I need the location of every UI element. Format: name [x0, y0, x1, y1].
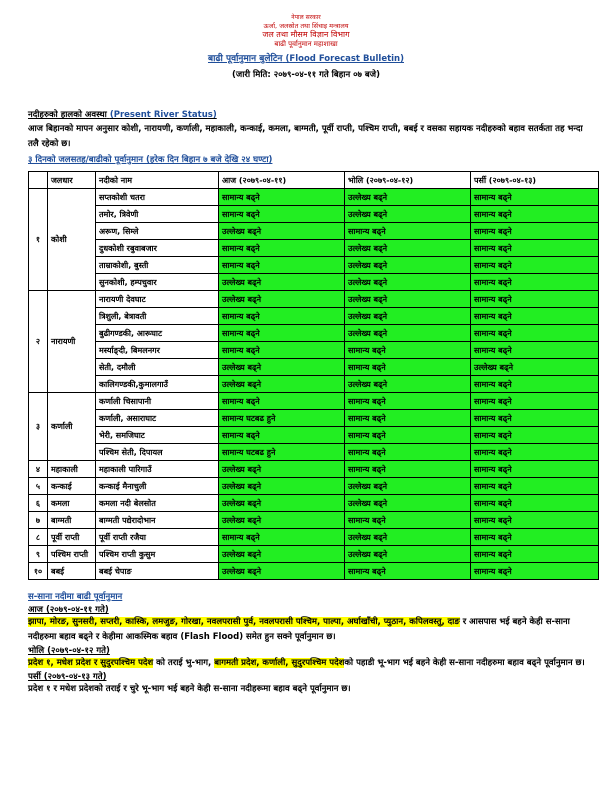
table-row — [29, 393, 599, 410]
small-river-heading: स-साना नदीमा बाढी पूर्वानुमान — [28, 592, 123, 602]
tomorrow-label: भोलि (२०७९-०४-१२ गते) — [28, 646, 110, 656]
table-row — [29, 376, 599, 393]
river-station: दुधकोशी रबुवाबजार — [96, 240, 219, 257]
forecast-dayafter: सामान्य बढ्ने — [471, 376, 599, 393]
basin-name: पश्चिम राप्ती — [48, 546, 96, 563]
forecast-tomorrow: सामान्य बढ्ने — [345, 444, 471, 461]
forecast-dayafter: सामान्य बढ्ने — [471, 223, 599, 240]
forecast-today: सामान्य घटबढ हुने — [219, 444, 345, 461]
header-river: नदीको नाम — [96, 172, 219, 189]
forecast-tomorrow: उल्लेख्य बढ्ने — [345, 291, 471, 308]
basin-name: कर्णाली — [48, 393, 96, 461]
table-row — [29, 308, 599, 325]
table-row — [29, 512, 599, 529]
forecast-dayafter: सामान्य बढ्ने — [471, 206, 599, 223]
dayafter-label: पर्सी (२०७९-०४-१३ गते) — [28, 672, 107, 682]
present-heading-np: नदीहरुको हालको अवस्था — [28, 110, 107, 120]
forecast-today: सामान्य बढ्ने — [219, 393, 345, 410]
forecast-today: सामान्य बढ्ने — [219, 308, 345, 325]
today-districts: झापा, मोरङ, सुनसरी, सप्तरी, कास्कि, लमजुङ, गोरखा, नवलपरासी पुर्व, नवलपरासी पश्चिम, पाल्पा, अर्घाखाँची, प्युठान, कपिलवस्तु, दाङ — [28, 617, 460, 627]
table-row — [29, 291, 599, 308]
forecast-tomorrow: उल्लेख्य बढ्ने — [345, 529, 471, 546]
forecast-today: उल्लेख्य बढ्ने — [219, 478, 345, 495]
forecast-dayafter: सामान्य बढ्ने — [471, 563, 599, 580]
forecast-dayafter: सामान्य बढ्ने — [471, 478, 599, 495]
forecast-table — [28, 171, 599, 580]
basin-number: १० — [29, 563, 48, 580]
forecast-tomorrow: उल्लेख्य बढ्ने — [345, 478, 471, 495]
basin-number: ६ — [29, 495, 48, 512]
forecast-dayafter: सामान्य बढ्ने — [471, 393, 599, 410]
table-row — [29, 563, 599, 580]
ministry-header — [0, 14, 612, 48]
table-row — [29, 461, 599, 478]
forecast-tomorrow: सामान्य बढ्ने — [345, 223, 471, 240]
forecast-today: उल्लेख्य बढ्ने — [219, 223, 345, 240]
forecast-tomorrow: सामान्य बढ्ने — [345, 410, 471, 427]
table-row — [29, 240, 599, 257]
basin-number: २ — [29, 291, 48, 393]
forecast-tomorrow: उल्लेख्य बढ्ने — [345, 189, 471, 206]
header-basin: जलधार — [48, 172, 96, 189]
division-line: बाढी पूर्वानुमान महाशाखा — [274, 39, 338, 48]
forecast-tomorrow: उल्लेख्य बढ्ने — [345, 206, 471, 223]
forecast-dayafter: सामान्य बढ्ने — [471, 342, 599, 359]
forecast-dayafter: सामान्य बढ्ने — [471, 291, 599, 308]
forecast-today: सामान्य बढ्ने — [219, 342, 345, 359]
forecast-tomorrow: उल्लेख्य बढ्ने — [345, 257, 471, 274]
basin-name: बबई — [48, 563, 96, 580]
river-station: पश्चिम राप्ती कुसुम — [96, 546, 219, 563]
river-station: त्रिशुली, बेत्रावती — [96, 308, 219, 325]
issued-date: (जारी मिति: २०७९-०४-११ गते बिहान ०७ बजे) — [232, 70, 380, 81]
basin-name: कोशी — [48, 189, 96, 291]
river-station: ताम्राकोशी, बुस्ती — [96, 257, 219, 274]
forecast-tomorrow: उल्लेख्य बढ्ने — [345, 495, 471, 512]
river-station: भेरी, समजिघाट — [96, 427, 219, 444]
forecast-dayafter: सामान्य बढ्ने — [471, 495, 599, 512]
river-station: मर्स्याङ्दी, बिमलनगर — [96, 342, 219, 359]
table-row — [29, 223, 599, 240]
river-station: बाग्मती पद्येरादोभान — [96, 512, 219, 529]
forecast-dayafter: सामान्य बढ्ने — [471, 461, 599, 478]
table-row — [29, 206, 599, 223]
forecast-today: उल्लेख्य बढ्ने — [219, 495, 345, 512]
forecast-dayafter: सामान्य बढ्ने — [471, 410, 599, 427]
basin-number: ८ — [29, 529, 48, 546]
forecast-today: सामान्य बढ्ने — [219, 427, 345, 444]
basin-name: कमला — [48, 495, 96, 512]
table-row — [29, 546, 599, 563]
today-label: आज (२०७९-०४-११ गते) — [28, 605, 109, 615]
table-row — [29, 274, 599, 291]
river-station: बुढीगण्डकी, आरूघाट — [96, 325, 219, 342]
river-station: पूर्वी राप्ती रजैया — [96, 529, 219, 546]
table-header-row — [29, 172, 599, 189]
department-line: जल तथा मौसम विज्ञान विभाग — [262, 29, 350, 39]
tomorrow-provinces-1: प्रदेश १, मधेश प्रदेश र सुदुरपश्चिम पदेश — [28, 658, 154, 668]
title-english: (Flood Forecast Bulletin) — [285, 54, 404, 65]
forecast-today: सामान्य घटबढ हुने — [219, 410, 345, 427]
river-station: महाकाली पारिगाउँ — [96, 461, 219, 478]
river-station: बबई चेपाङ — [96, 563, 219, 580]
header-dayafter: पर्सी (२०७९-०४-१३) — [471, 172, 599, 189]
ministry-line: ऊर्जा, जलस्रोत तथा सिंचाइ मन्त्रालय — [263, 21, 349, 30]
forecast-dayafter: सामान्य बढ्ने — [471, 257, 599, 274]
tomorrow-provinces-2: बागमती प्रदेश, कर्णाली, सुदुरपश्चिम पदेश — [214, 658, 345, 668]
present-heading-en: (Present River Status) — [109, 110, 217, 120]
present-status-text: आज बिहानको मापन अनुसार कोशी, नारायणी, कर्णाली, महाकाली, कन्काई, कमला, बाग्मती, पूर्वी राप्ती, पश्चिम राप्ती, बबई र वसका सहायक नदीहरुको बहाव सतर्कता तह भन्दा तलै रहेको छ। — [28, 124, 583, 149]
river-station: सुनकोशी, हम्पचुवार — [96, 274, 219, 291]
basin-number: ३ — [29, 393, 48, 461]
basin-name: महाकाली — [48, 461, 96, 478]
forecast-tomorrow: सामान्य बढ्ने — [345, 393, 471, 410]
forecast-dayafter: सामान्य बढ्ने — [471, 240, 599, 257]
forecast-heading: ३ दिनको जलसतह/बाढीको पूर्वानुमान (हरेक दिन बिहान ७ बजे देखि २४ घण्टा) — [28, 155, 273, 165]
forecast-tomorrow: सामान्य बढ्ने — [345, 359, 471, 376]
forecast-tomorrow: उल्लेख्य बढ्ने — [345, 274, 471, 291]
basin-number: ५ — [29, 478, 48, 495]
basin-number: १ — [29, 189, 48, 291]
forecast-dayafter: सामान्य बढ्ने — [471, 444, 599, 461]
tomorrow-mid: को तराई भु-भाग, — [153, 658, 215, 668]
forecast-today: उल्लेख्य बढ्ने — [219, 461, 345, 478]
forecast-tomorrow: सामान्य बढ्ने — [345, 427, 471, 444]
forecast-tomorrow: उल्लेख्य बढ्ने — [345, 376, 471, 393]
forecast-tomorrow: सामान्य बढ्ने — [345, 461, 471, 478]
header-tomorrow: भोलि (२०७९-०४-१२) — [345, 172, 471, 189]
dayafter-forecast: प्रदेश १ र मधेश प्रदेशको तराई र चुरे भू-भाग भई बहने केही स-साना नदीहरूमा बहाव बढ्ने पूर्वानुमान छ। — [28, 684, 351, 694]
forecast-today: उल्लेख्य बढ्ने — [219, 274, 345, 291]
forecast-tomorrow: सामान्य बढ्ने — [345, 563, 471, 580]
table-row — [29, 342, 599, 359]
river-station: सप्तकोशी चतरा — [96, 189, 219, 206]
table-row — [29, 444, 599, 461]
forecast-dayafter: सामान्य बढ्ने — [471, 427, 599, 444]
forecast-tomorrow: सामान्य बढ्ने — [345, 512, 471, 529]
river-station: नारायणी देवघाट — [96, 291, 219, 308]
forecast-today: सामान्य बढ्ने — [219, 257, 345, 274]
table-row — [29, 189, 599, 206]
table-row — [29, 359, 599, 376]
basin-number: ७ — [29, 512, 48, 529]
forecast-tomorrow: उल्लेख्य बढ्ने — [345, 546, 471, 563]
forecast-today: सामान्य बढ्ने — [219, 529, 345, 546]
table-row — [29, 410, 599, 427]
river-station: सेती, दमौली — [96, 359, 219, 376]
govt-line: नेपाल सरकार — [291, 14, 321, 21]
basin-number: ९ — [29, 546, 48, 563]
forecast-dayafter: सामान्य बढ्ने — [471, 274, 599, 291]
river-station: तमोर, त्रिवेणी — [96, 206, 219, 223]
river-station: कालिगण्डकी,कुमालगाउँ — [96, 376, 219, 393]
river-station: अरूण, सिम्ले — [96, 223, 219, 240]
present-status-heading — [28, 109, 592, 120]
bulletin-title — [0, 51, 612, 64]
tomorrow-forecast — [28, 656, 592, 671]
forecast-today: उल्लेख्य बढ्ने — [219, 512, 345, 529]
small-river-section — [28, 591, 592, 697]
tomorrow-rest: को पहाडी भू-भाग भई बहने केही स-साना नदीहरुमा बहाव बढ्ने पूर्वानुमान छ। — [344, 658, 585, 668]
table-row — [29, 478, 599, 495]
forecast-dayafter: सामान्य बढ्ने — [471, 308, 599, 325]
forecast-today: सामान्य बढ्ने — [219, 325, 345, 342]
forecast-dayafter: सामान्य बढ्ने — [471, 546, 599, 563]
basin-name: बाग्मती — [48, 512, 96, 529]
today-forecast — [28, 615, 592, 645]
forecast-today: उल्लेख्य बढ्ने — [219, 563, 345, 580]
forecast-dayafter: उल्लेख्य बढ्ने — [471, 359, 599, 376]
forecast-today: उल्लेख्य बढ्ने — [219, 359, 345, 376]
forecast-tomorrow: उल्लेख्य बढ्ने — [345, 240, 471, 257]
basin-number: ४ — [29, 461, 48, 478]
forecast-today: सामान्य बढ्ने — [219, 189, 345, 206]
table-row — [29, 325, 599, 342]
forecast-today: उल्लेख्य बढ्ने — [219, 376, 345, 393]
river-station: पश्चिम सेती, दिपायल — [96, 444, 219, 461]
forecast-dayafter: सामान्य बढ्ने — [471, 529, 599, 546]
title-nepali: बाढी पूर्वानुमान बुलेटिन — [207, 54, 283, 65]
today-rest: र आसपास भई बहने केही स-साना नदीहरुमा बहाव बढ्ने र केहीमा आकस्मिक बहाव (Flash Flood) समेत हुन सक्ने पूर्वानुमान छ। — [28, 617, 570, 642]
basin-name: पूर्वी राप्ती — [48, 529, 96, 546]
forecast-dayafter: सामान्य बढ्ने — [471, 189, 599, 206]
table-row — [29, 427, 599, 444]
river-station: कर्णाली, असाराघाट — [96, 410, 219, 427]
forecast-tomorrow: सामान्य बढ्ने — [345, 342, 471, 359]
table-row — [29, 529, 599, 546]
forecast-today: उल्लेख्य बढ्ने — [219, 291, 345, 308]
forecast-dayafter: सामान्य बढ्ने — [471, 512, 599, 529]
table-row — [29, 495, 599, 512]
forecast-today: सामान्य बढ्ने — [219, 206, 345, 223]
forecast-today: उल्लेख्य बढ्ने — [219, 546, 345, 563]
river-station: कमला नदी बेलसोत — [96, 495, 219, 512]
forecast-tomorrow: उल्लेख्य बढ्ने — [345, 308, 471, 325]
basin-name: नारायणी — [48, 291, 96, 393]
header-blank — [29, 172, 48, 189]
header-today: आज (२०७९-०४-११) — [219, 172, 345, 189]
table-row — [29, 257, 599, 274]
river-station: कर्णाली चिसापानी — [96, 393, 219, 410]
basin-name: कन्काई — [48, 478, 96, 495]
forecast-tomorrow: उल्लेख्य बढ्ने — [345, 325, 471, 342]
river-station: कन्काई मैनाचुली — [96, 478, 219, 495]
forecast-today: सामान्य बढ्ने — [219, 240, 345, 257]
forecast-dayafter: सामान्य बढ्ने — [471, 325, 599, 342]
present-status-section — [28, 109, 592, 165]
